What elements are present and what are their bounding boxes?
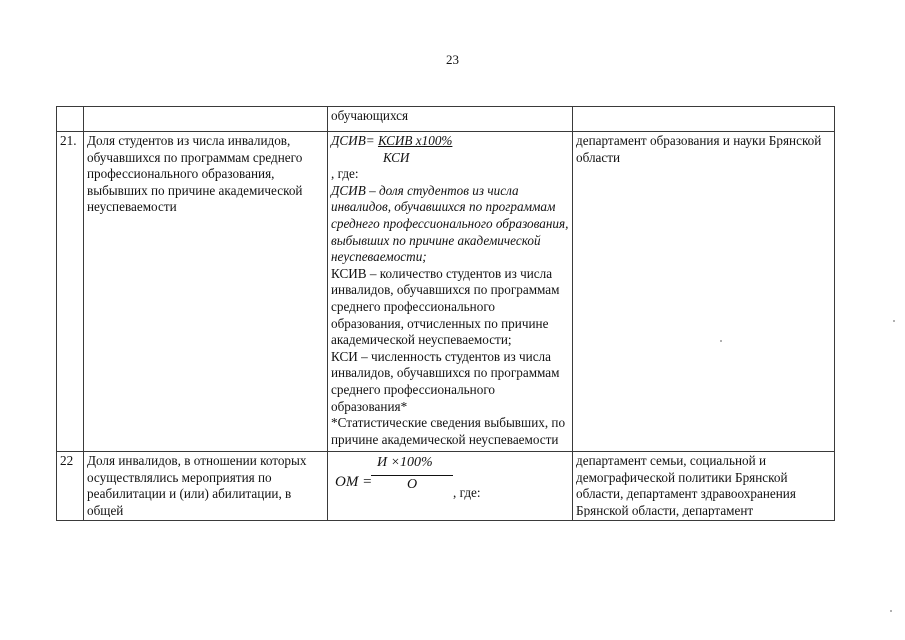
formula-lhs: ОМ =: [335, 474, 373, 491]
table-row: [57, 452, 835, 521]
indicator-name-cell: Доля студентов из числа инвалидов, обучавшихся по программам среднего профессионального образования, выбывших по причине академической неуспеваемости: [84, 132, 328, 452]
formula-denominator: КСИ: [383, 149, 410, 165]
formula-denominator: О: [407, 477, 418, 493]
formula-cell: [328, 452, 573, 521]
formula-cell: обучающихся: [328, 107, 573, 132]
page-number: 23: [446, 52, 459, 67]
table-row: [57, 107, 835, 132]
formula-where: , где:: [453, 485, 481, 501]
definition-text: – доля студентов из числа инвалидов, обучавшихся по программам среднего профессионального образования, выбывших по причине академической неуспеваемости;: [331, 182, 569, 265]
row-number-cell: 21.: [57, 132, 84, 452]
formula-where: , где:: [331, 166, 359, 182]
indicators-table: [56, 106, 835, 521]
table-row: [57, 132, 835, 452]
row-number-cell: [57, 107, 84, 132]
row-number-cell: 22: [57, 452, 84, 521]
om-formula: [331, 453, 569, 505]
formula-cell: [328, 132, 573, 452]
indicator-name-cell: [84, 107, 328, 132]
scan-speck: [893, 320, 895, 322]
formula-lhs: ДСИВ=: [331, 133, 375, 148]
definition-dsiv: [331, 183, 568, 264]
indicator-name-cell: Доля инвалидов, в отношении которых осуществлялись мероприятия по реабилитации и (или) абилитации, в общей: [84, 452, 328, 521]
formula-numerator-line: [331, 133, 569, 150]
formula-numerator: КСИВ х100%: [377, 133, 453, 148]
responsible-cell: департамент семьи, социальной и демографической политики Брянской области, департамент здравоохранения Брянской области, департамент: [573, 452, 835, 521]
statistics-note: *Статистические сведения выбывших, по причине академической неуспеваемости: [331, 415, 566, 447]
scan-speck: [890, 610, 892, 612]
definition-term: ДСИВ: [331, 182, 366, 198]
responsible-cell: [573, 107, 835, 132]
scan-speck: [720, 340, 722, 342]
definition-ksi: КСИ – численность студентов из числа инвалидов, обучавшихся по программам среднего профессионального образования*: [331, 348, 560, 414]
definition-ksiv: КСИВ – количество студентов из числа инвалидов, обучавшихся по программам среднего профессионального образования, отчисленных по причине академической неуспеваемости;: [331, 265, 560, 348]
responsible-cell: департамент образования и науки Брянской области: [573, 132, 835, 452]
fraction-bar: [371, 475, 453, 476]
formula-numerator: И ×100%: [377, 455, 433, 471]
